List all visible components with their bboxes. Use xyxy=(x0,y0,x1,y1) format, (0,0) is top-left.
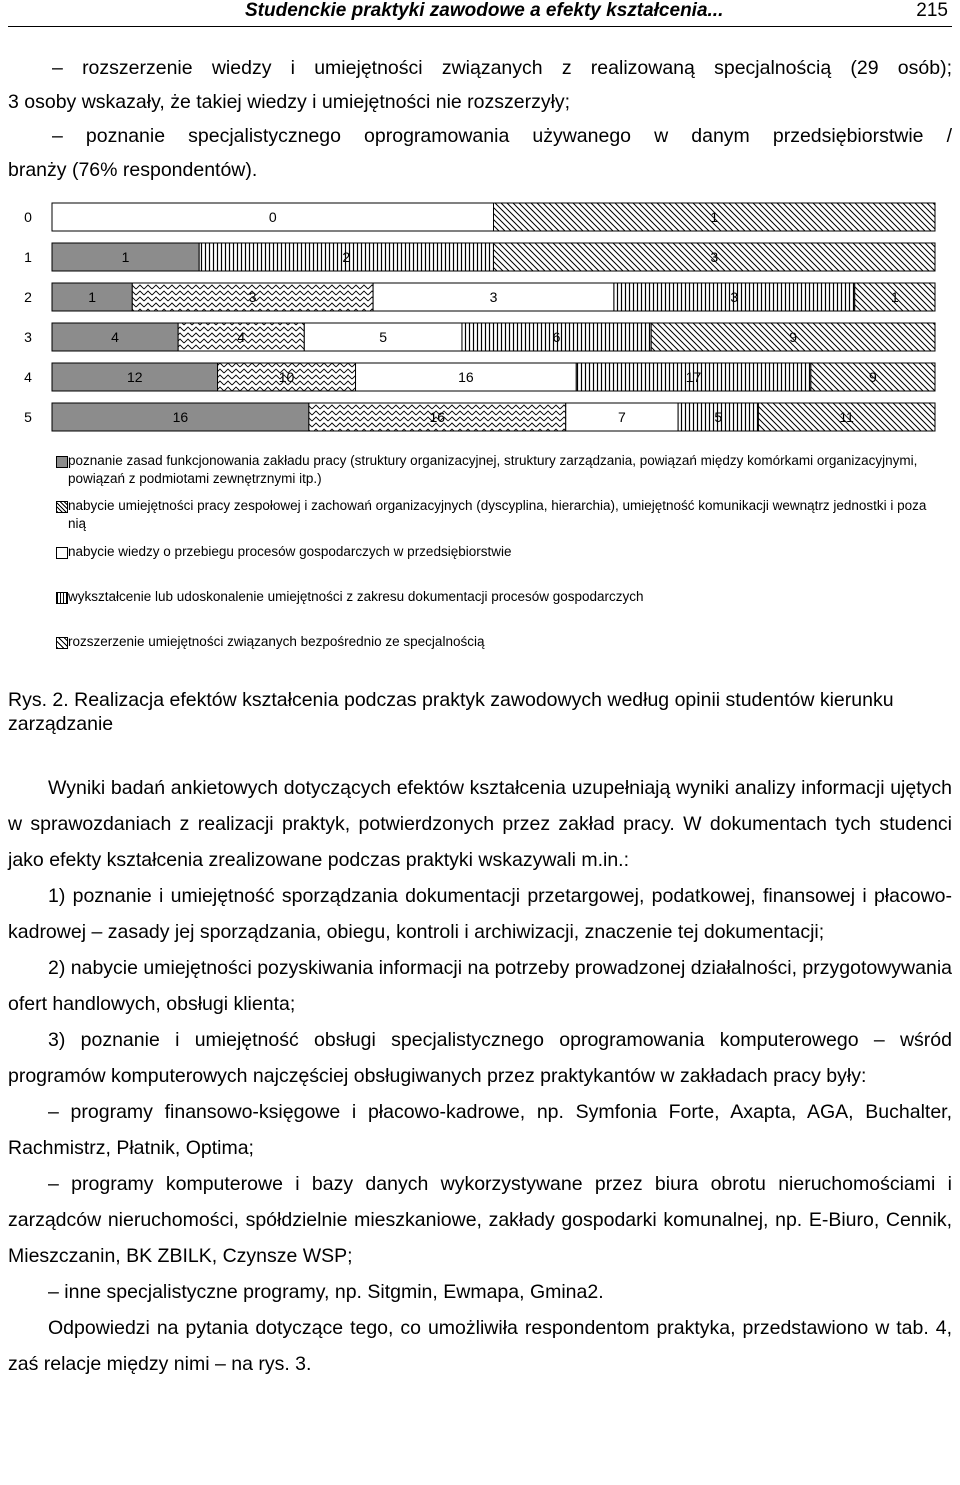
figure-caption xyxy=(8,688,952,736)
legend-label: nabycie umiejętności pracy zespołowej i zachowań organizacyjnych (dyscyplina, hierarchia), umiejętność komunikacji wewnątrz jednostki i poza nią xyxy=(68,498,927,531)
page-header xyxy=(8,0,952,27)
bar-data-label: 9 xyxy=(869,369,877,385)
legend-label: rozszerzenie umiejętności związanych bezpośrednio ze specjalnością xyxy=(68,634,485,649)
body-text xyxy=(8,770,952,1382)
bar-data-label: 4 xyxy=(111,329,119,345)
bar-data-label: 1 xyxy=(890,289,899,305)
intro-line-1: – rozszerzenie wiedzy i umiejętności związanych z realizowaną specjalnością (29 osób); xyxy=(52,57,952,79)
bar-data-label: 3 xyxy=(248,289,257,305)
paragraph: – programy komputerowe i bazy danych wykorzystywane przez biura obrotu nieruchomościami i zarządców nieruchomości, spółdzielnie mieszkaniowe, zakłady gospodarki komunalnej, np. E-Biuro, Cennik, Mieszczanin, BK ZBILK, Czynsze WSP; xyxy=(8,1173,952,1267)
intro-line-4: branży (76% respondentów). xyxy=(8,159,258,181)
legend-swatch-zigzag xyxy=(56,501,68,513)
row-label: 2 xyxy=(24,289,32,305)
bar-data-label: 16 xyxy=(458,369,474,385)
bar-data-label: 17 xyxy=(685,369,702,385)
paragraph: 2) nabycie umiejętności pozyskiwania informacji na potrzeby prowadzonej działalności, przygotowywania ofert handlowych, obsługi klienta; xyxy=(8,957,952,1015)
paragraph: – inne specjalistyczne programy, np. Sitgmin, Ewmapa, Gmina2. xyxy=(48,1281,604,1303)
legend-swatch-solid xyxy=(56,456,68,468)
row-label: 1 xyxy=(24,249,32,265)
bar-data-label: 16 xyxy=(172,409,189,425)
caption-label: Rys. 2. xyxy=(8,689,69,711)
bar-data-label: 7 xyxy=(618,409,626,425)
intro-line-3: – poznanie specjalistycznego oprogramowania używanego w danym przedsiębiorstwie / xyxy=(52,125,952,147)
legend-swatch-white xyxy=(56,547,68,559)
bar-data-label: 10 xyxy=(278,369,295,385)
bar-data-label: 12 xyxy=(126,369,143,385)
legend-label: poznanie zasad funkcjonowania zakładu pracy (struktury organizacyjnej, struktury zarządzania, powiązań między komórkami organizacyjnymi, powiązań z podmiotami zewnętrznymi itp.) xyxy=(68,453,918,486)
bar-data-label: 0 xyxy=(268,209,277,225)
row-label: 3 xyxy=(24,329,32,345)
legend-label: nabycie wiedzy o przebiegu procesów gospodarczych w przedsiębiorstwie xyxy=(68,544,512,559)
bar-data-label: 1 xyxy=(710,209,719,225)
legend-swatch-diagonal xyxy=(56,637,68,649)
row-label: 4 xyxy=(24,369,32,385)
page-number: 215 xyxy=(916,0,948,21)
bar-data-label: 6 xyxy=(552,329,561,345)
bar-data-label: 16 xyxy=(429,409,446,425)
paragraph: – programy finansowo-księgowe i płacowo-kadrowe, np. Symfonia Forte, Axapta, AGA, Buchalter, Rachmistrz, Płatnik, Optima; xyxy=(8,1101,952,1159)
bar-data-label: 5 xyxy=(714,409,723,425)
bar-data-label: 9 xyxy=(789,329,797,345)
bar-data-label: 1 xyxy=(121,249,130,265)
bar-data-label: 11 xyxy=(839,409,854,425)
legend-label: wykształcenie lub udoskonalenie umiejętności z zakresu dokumentacji procesów gospodarczych xyxy=(68,589,644,604)
legend-swatch-vertical xyxy=(56,592,68,604)
paragraph: 3) poznanie i umiejętność obsługi specjalistycznego oprogramowania komputerowego – wśród programów komputerowych najczęściej obsługiwanych przez praktykantów w zakładach pracy były: xyxy=(8,1029,952,1087)
paragraph: Wyniki badań ankietowych dotyczących efektów kształcenia uzupełniają wyniki analizy informacji ujętych w sprawozdaniach z realizacji praktyk, potwierdzonych przez zakład pracy. W dokumentach tych studenci jako efekty kształcenia zrealizowane podczas praktyki wskazywali m.in.: xyxy=(8,777,952,871)
intro-line-2: 3 osoby wskazały, że takiej wiedzy i umiejętności nie rozszerzyły; xyxy=(8,91,571,113)
bar-data-label: 5 xyxy=(379,329,388,345)
bar-data-label: 2 xyxy=(342,249,351,265)
paragraph: Odpowiedzi na pytania dotyczące tego, co umożliwiła respondentom praktyka, przedstawiono w tab. 4, zaś relacje między nimi – na rys. 3. xyxy=(8,1317,952,1375)
row-label: 0 xyxy=(24,209,32,225)
stacked-bar-chart xyxy=(0,200,960,450)
bar-data-label: 3 xyxy=(710,249,719,265)
bar-data-label: 3 xyxy=(730,289,739,305)
paragraph: 1) poznanie i umiejętność sporządzania dokumentacji przetargowej, podatkowej, finansowej i płacowo-kadrowej – zasady jej sporządzania, obiegu, kontroli i archiwizacji, znaczenie tej dokumentacji; xyxy=(8,885,952,943)
bar-data-label: 1 xyxy=(88,289,97,305)
row-label: 5 xyxy=(24,409,32,425)
running-title: Studenckie praktyki zawodowe a efekty kształcenia... xyxy=(245,0,724,21)
caption-text: Realizacja efektów kształcenia podczas praktyk zawodowych według opinii studentów kierunku zarządzanie xyxy=(8,689,894,735)
bar-data-label: 4 xyxy=(237,329,246,345)
bar-data-label: 3 xyxy=(489,289,498,305)
